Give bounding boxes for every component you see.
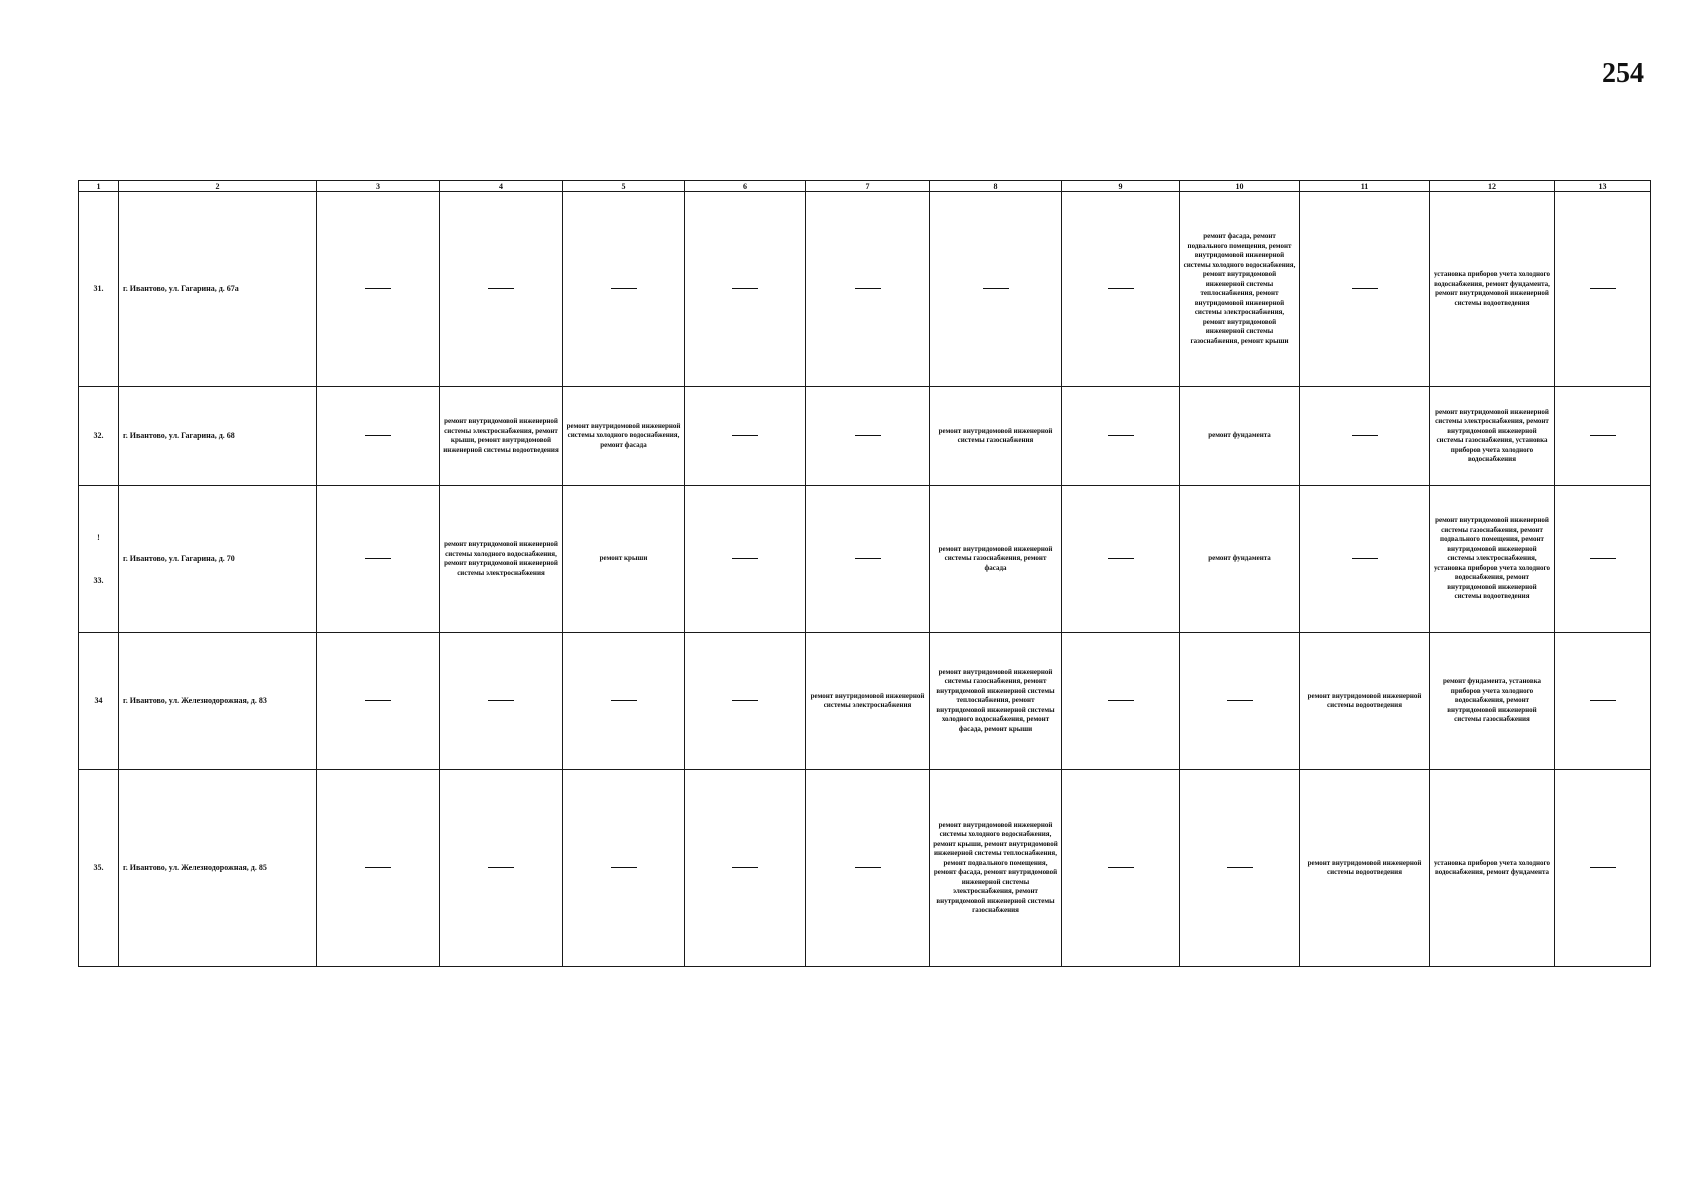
table-row (79, 633, 1651, 770)
column-number: 12 (1430, 181, 1555, 192)
dash-mark (732, 558, 758, 559)
dash-mark (1590, 435, 1616, 436)
dash-mark (365, 288, 391, 289)
row-number-label: 31. (93, 284, 104, 294)
work-type-cell: ремонт внутридомовой инженерной системы газоснабжения, ремонт подвального помещения, ремонт внутридомовой инженерной системы электроснабжения, установка приборов учета холодного водоснабжения, ремонт внутридомовой инженерной системы водоотведения (1430, 486, 1555, 633)
empty-cell (317, 387, 440, 486)
column-number: 10 (1180, 181, 1300, 192)
empty-cell (317, 486, 440, 633)
dash-mark (732, 867, 758, 868)
table-row (79, 486, 1651, 633)
work-type-cell: ремонт фундамента, установка приборов учета холодного водоснабжения, ремонт внутридомовой инженерной системы газоснабжения (1430, 633, 1555, 770)
dash-mark (365, 867, 391, 868)
empty-cell (806, 387, 930, 486)
empty-cell (1555, 486, 1651, 633)
work-type-cell: ремонт внутридомовой инженерной системы газоснабжения, ремонт внутридомовой инженерной системы теплоснабжения, ремонт внутридомовой инженерной системы холодного водоснабжения, ремонт фасада, ремонт крыши (930, 633, 1062, 770)
work-type-cell: ремонт внутридомовой инженерной системы холодного водоснабжения, ремонт крыши, ремонт внутридомовой инженерной системы теплоснабжения, ремонт подвального помещения, ремонт фасада, ремонт внутридомовой инженерной системы электроснабжения, ремонт внутридомовой инженерной системы газоснабжения (930, 770, 1062, 967)
work-type-cell: ремонт внутридомовой инженерной системы водоотведения (1300, 770, 1430, 967)
row-number (79, 486, 119, 633)
dash-mark (732, 700, 758, 701)
column-number: 11 (1300, 181, 1430, 192)
column-number: 3 (317, 181, 440, 192)
empty-cell (1555, 192, 1651, 387)
table-row (79, 770, 1651, 967)
work-type-cell: ремонт внутридомовой инженерной системы электроснабжения (806, 633, 930, 770)
registry-table (78, 180, 1651, 967)
address-cell: г. Ивантово, ул. Гагарина, д. 68 (119, 387, 317, 486)
empty-cell (930, 192, 1062, 387)
dash-mark (365, 700, 391, 701)
column-number-row (79, 181, 1651, 192)
dash-mark (732, 288, 758, 289)
empty-cell (685, 387, 806, 486)
row-number (79, 633, 119, 770)
empty-cell (563, 633, 685, 770)
empty-cell (1300, 486, 1430, 633)
row-number-label: 32. (93, 431, 104, 441)
dash-mark (1590, 867, 1616, 868)
empty-cell (440, 770, 563, 967)
work-type-cell: ремонт внутридомовой инженерной системы холодного водоснабжения, ремонт фасада (563, 387, 685, 486)
dash-mark (1590, 558, 1616, 559)
work-type-cell: ремонт фундамента (1180, 387, 1300, 486)
empty-cell (1180, 770, 1300, 967)
empty-cell (685, 770, 806, 967)
dash-mark (611, 700, 637, 701)
work-type-cell: ремонт внутридомовой инженерной системы водоотведения (1300, 633, 1430, 770)
dash-mark (611, 867, 637, 868)
dash-mark (1352, 288, 1378, 289)
column-number: 4 (440, 181, 563, 192)
address-cell: г. Ивантово, ул. Гагарина, д. 67а (119, 192, 317, 387)
empty-cell (1555, 770, 1651, 967)
dash-mark (488, 867, 514, 868)
empty-cell (1062, 633, 1180, 770)
dash-mark (1352, 558, 1378, 559)
empty-cell (1062, 387, 1180, 486)
dash-mark (1590, 288, 1616, 289)
column-number: 7 (806, 181, 930, 192)
row-number (79, 770, 119, 967)
row-number (79, 192, 119, 387)
empty-cell (317, 633, 440, 770)
row-number (79, 387, 119, 486)
empty-cell (1062, 486, 1180, 633)
work-type-cell: установка приборов учета холодного водоснабжения, ремонт фундамента (1430, 770, 1555, 967)
work-type-cell: установка приборов учета холодного водоснабжения, ремонт фундамента, ремонт внутридомовой инженерной системы водоотведения (1430, 192, 1555, 387)
empty-cell (685, 486, 806, 633)
work-type-cell: ремонт фундамента (1180, 486, 1300, 633)
dash-mark (365, 558, 391, 559)
empty-cell (440, 633, 563, 770)
column-number: 6 (685, 181, 806, 192)
dash-mark (855, 435, 881, 436)
dash-mark (1227, 700, 1253, 701)
empty-cell (563, 770, 685, 967)
work-type-cell: ремонт внутридомовой инженерной системы газоснабжения (930, 387, 1062, 486)
empty-cell (1180, 633, 1300, 770)
dash-mark (1108, 435, 1134, 436)
work-type-cell: ремонт внутридомовой инженерной системы электроснабжения, ремонт крыши, ремонт внутридомовой инженерной системы водоотведения (440, 387, 563, 486)
page-number: 254 (1602, 58, 1644, 89)
column-number: 1 (79, 181, 119, 192)
empty-cell (1062, 770, 1180, 967)
empty-cell (806, 192, 930, 387)
registry-table-container (78, 180, 1650, 967)
dash-mark (365, 435, 391, 436)
empty-cell (1555, 633, 1651, 770)
empty-cell (440, 192, 563, 387)
empty-cell (806, 770, 930, 967)
dash-mark (855, 867, 881, 868)
address-cell: г. Ивантово, ул. Железнодорожная, д. 83 (119, 633, 317, 770)
row-number-label: 33. (93, 576, 104, 585)
work-type-cell: ремонт внутридомовой инженерной системы газоснабжения, ремонт фасада (930, 486, 1062, 633)
dash-mark (1108, 288, 1134, 289)
address-cell: г. Ивантово, ул. Гагарина, д. 70 (119, 486, 317, 633)
dash-mark (488, 700, 514, 701)
dash-mark (1108, 558, 1134, 559)
empty-cell (1062, 192, 1180, 387)
empty-cell (685, 633, 806, 770)
column-number: 9 (1062, 181, 1180, 192)
row-number-label: 35. (93, 863, 104, 873)
empty-cell (806, 486, 930, 633)
dash-mark (855, 288, 881, 289)
empty-cell (1555, 387, 1651, 486)
work-type-cell: ремонт внутридомовой инженерной системы холодного водоснабжения, ремонт внутридомовой инженерной системы электроснабжения (440, 486, 563, 633)
empty-cell (685, 192, 806, 387)
column-number: 8 (930, 181, 1062, 192)
column-number: 13 (1555, 181, 1651, 192)
empty-cell (317, 770, 440, 967)
dash-mark (488, 288, 514, 289)
work-type-cell: ремонт фасада, ремонт подвального помещения, ремонт внутридомовой инженерной системы холодного водоснабжения, ремонт внутридомовой инженерной системы теплоснабжения, ремонт внутридомовой инженерной системы электроснабжения, ремонт внутридомовой инженерной системы газоснабжения, ремонт крыши (1180, 192, 1300, 387)
dash-mark (855, 558, 881, 559)
column-number: 5 (563, 181, 685, 192)
empty-cell (317, 192, 440, 387)
empty-cell (1300, 387, 1430, 486)
dash-mark (983, 288, 1009, 289)
dash-mark (611, 288, 637, 289)
address-cell: г. Ивантово, ул. Железнодорожная, д. 85 (119, 770, 317, 967)
table-row (79, 192, 1651, 387)
dash-mark (1590, 700, 1616, 701)
row-mark: ! (97, 532, 100, 542)
dash-mark (1108, 867, 1134, 868)
empty-cell (1300, 192, 1430, 387)
empty-cell (563, 192, 685, 387)
dash-mark (732, 435, 758, 436)
row-number-label: 34 (94, 696, 103, 706)
column-number: 2 (119, 181, 317, 192)
table-row (79, 387, 1651, 486)
dash-mark (1352, 435, 1378, 436)
dash-mark (1227, 867, 1253, 868)
dash-mark (1108, 700, 1134, 701)
work-type-cell: ремонт внутридомовой инженерной системы электроснабжения, ремонт внутридомовой инженерной системы газоснабжения, установка приборов учета холодного водоснабжения (1430, 387, 1555, 486)
work-type-cell: ремонт крыши (563, 486, 685, 633)
